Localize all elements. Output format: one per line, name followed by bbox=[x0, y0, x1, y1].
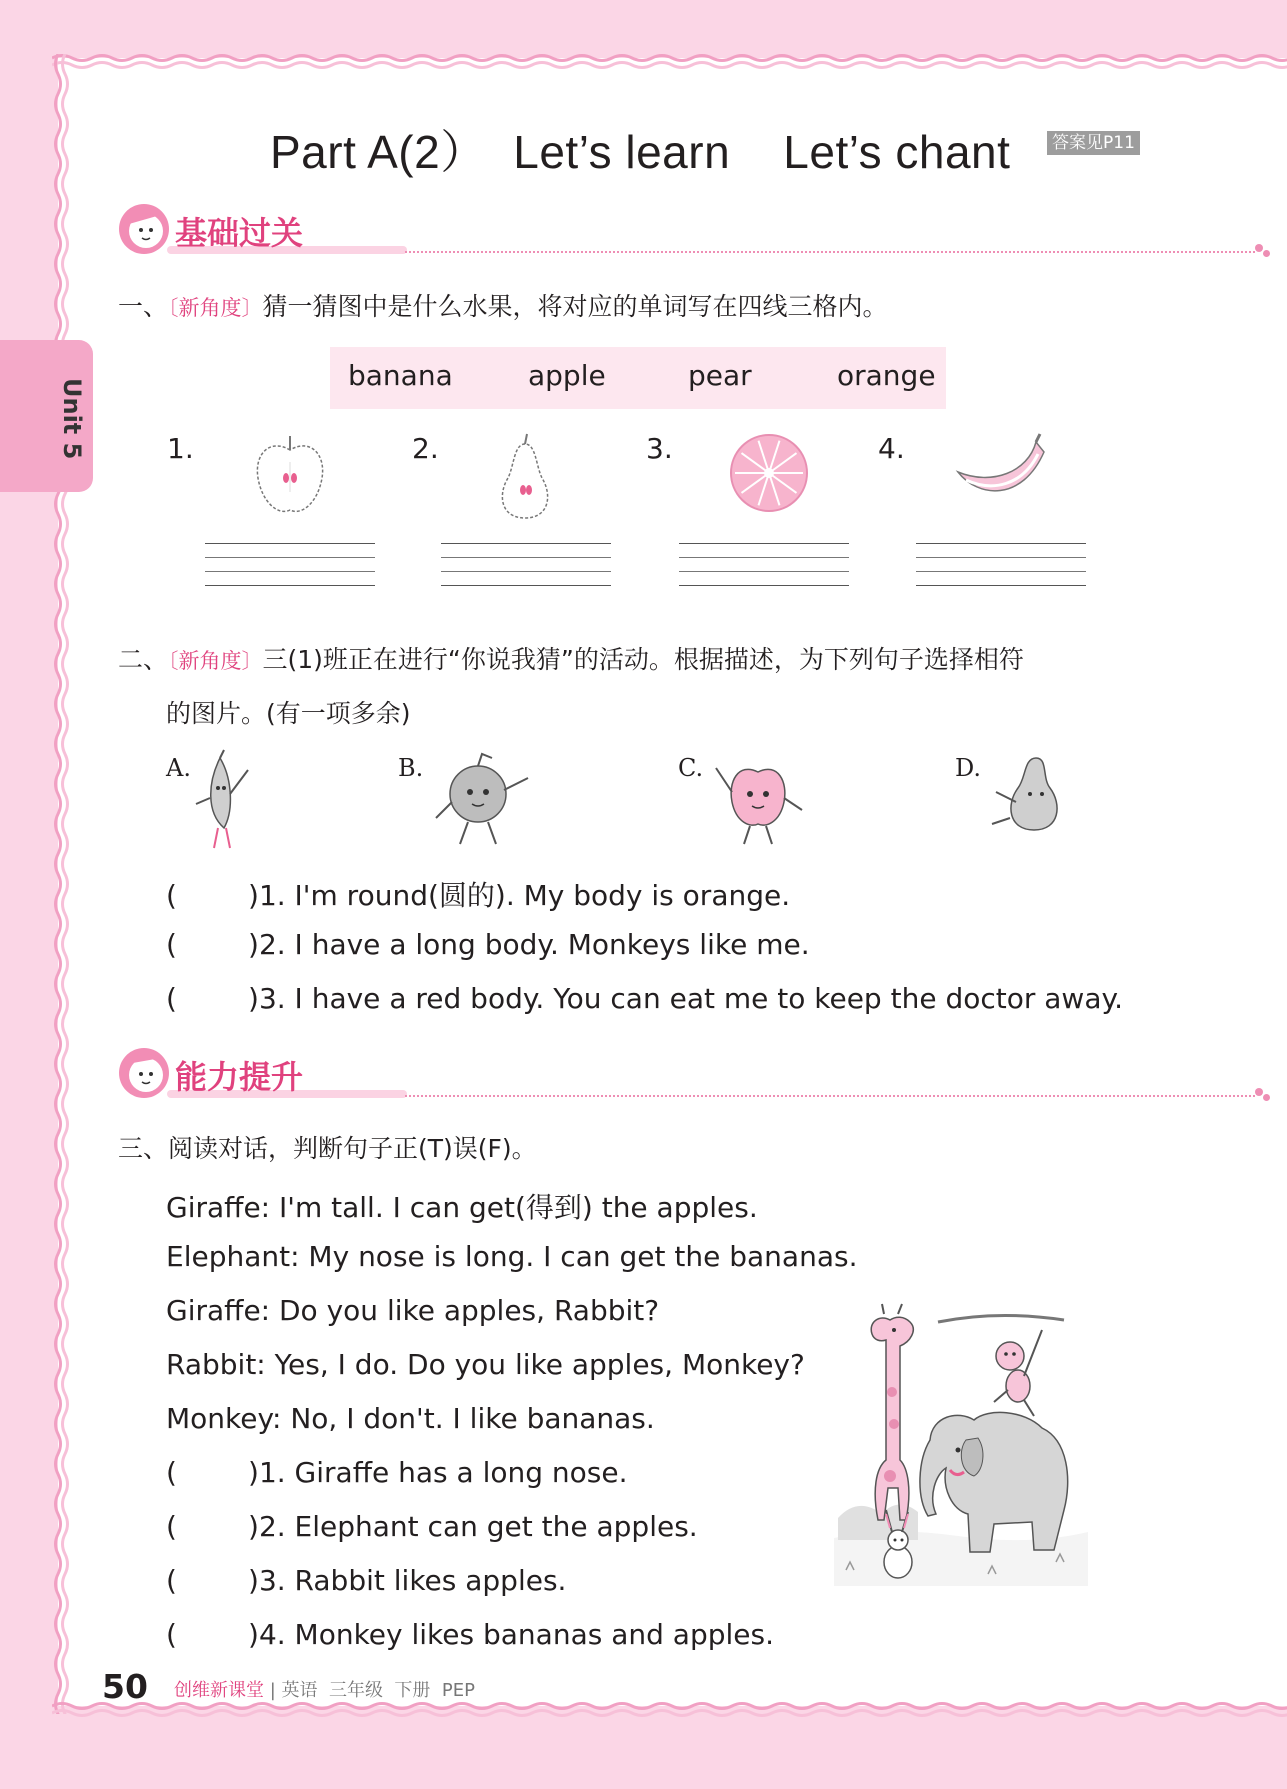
option-label: C. bbox=[678, 754, 704, 782]
footer-book-info: 创维新课堂 | 英语 三年级 下册 PEP bbox=[174, 1680, 475, 1701]
answer-blank[interactable]: ( bbox=[166, 1564, 177, 1597]
new-angle-tag: 〔新角度〕 bbox=[168, 649, 263, 673]
student-mascot-icon bbox=[117, 202, 171, 256]
matching-sentence-1: ( )1. I'm round(圆的). My body is orange. bbox=[166, 879, 791, 912]
option-label: A. bbox=[166, 754, 191, 782]
apple-cross-section-picture bbox=[250, 432, 330, 520]
unit-tab bbox=[0, 340, 93, 492]
orange-character-picture bbox=[428, 748, 538, 852]
dialogue-line: Monkey: No, I don't. I like bananas. bbox=[166, 1402, 655, 1435]
question-text: 三(1)班正在进行“你说我猜”的活动。根据描述，为下列句子选择相符 bbox=[262, 645, 1024, 674]
question-3-prompt bbox=[118, 1132, 537, 1166]
true-false-statement-1: ( )1. Giraffe has a long nose. bbox=[166, 1456, 628, 1489]
pear-cross-section-picture bbox=[490, 432, 560, 524]
banana-character-picture bbox=[190, 748, 260, 854]
brand-name: 创维新课堂 bbox=[174, 1680, 264, 1701]
writing-lines-4[interactable] bbox=[916, 543, 1086, 599]
section-heading-basic bbox=[115, 200, 1275, 260]
writing-lines-1[interactable] bbox=[205, 543, 375, 599]
new-angle-tag: 〔新角度〕 bbox=[168, 296, 263, 320]
dialogue-line: Giraffe: I'm tall. I can get(得到) the apples. bbox=[166, 1191, 758, 1224]
answer-blank[interactable]: ( bbox=[166, 1510, 177, 1543]
word-pear: pear bbox=[688, 359, 752, 392]
question-number: 二、 bbox=[118, 645, 169, 674]
question-2-prompt bbox=[118, 643, 1024, 678]
answer-blank[interactable]: ( bbox=[166, 1456, 177, 1489]
book-subject: 英语 三年级 下册 PEP bbox=[281, 1680, 475, 1701]
wavy-border-top bbox=[52, 50, 1287, 72]
banana-picture bbox=[952, 432, 1052, 512]
page-title: Part A(2） Let’s learn Let’s chant bbox=[270, 126, 1011, 178]
question-text: 阅读对话，判断句子正(T)误(F)。 bbox=[168, 1134, 537, 1163]
matching-sentence-3: ( )3. I have a red body. You can eat me to keep the doctor away. bbox=[166, 982, 1123, 1015]
writing-lines-2[interactable] bbox=[441, 543, 611, 599]
writing-lines-3[interactable] bbox=[679, 543, 849, 599]
apple-character-picture bbox=[706, 748, 812, 852]
section-title: 基础过关 bbox=[175, 214, 304, 252]
word-banana: banana bbox=[348, 359, 453, 392]
question-1-prompt bbox=[118, 290, 888, 325]
dialogue-line: Rabbit: Yes, I do. Do you like apples, Monkey? bbox=[166, 1348, 805, 1381]
wavy-border-left bbox=[50, 54, 72, 1714]
answer-blank[interactable]: ( bbox=[166, 982, 177, 1015]
dotted-divider bbox=[405, 251, 1255, 253]
question-2-prompt-line2: 的图片。(有一项多余) bbox=[166, 699, 411, 728]
answer-blank[interactable]: ( bbox=[166, 879, 177, 912]
option-label: B. bbox=[398, 754, 424, 782]
question-number: 三、 bbox=[118, 1134, 169, 1163]
dialogue-line: Giraffe: Do you like apples, Rabbit? bbox=[166, 1294, 660, 1327]
matching-sentence-2: ( )2. I have a long body. Monkeys like me. bbox=[166, 928, 810, 961]
true-false-statement-2: ( )2. Elephant can get the apples. bbox=[166, 1510, 698, 1543]
page-number: 50 bbox=[102, 1667, 148, 1706]
item-number: 3. bbox=[646, 432, 673, 465]
item-number: 1. bbox=[167, 432, 194, 465]
section-heading-advanced bbox=[115, 1044, 1275, 1104]
word-bank bbox=[330, 347, 946, 409]
pear-character-picture bbox=[986, 748, 1076, 842]
true-false-statement-4: ( )4. Monkey likes bananas and apples. bbox=[166, 1618, 774, 1651]
dotted-divider bbox=[405, 1095, 1255, 1097]
question-number: 一、 bbox=[118, 292, 169, 321]
answer-blank[interactable]: ( bbox=[166, 928, 177, 961]
dialogue-line: Elephant: My nose is long. I can get the bananas. bbox=[166, 1240, 858, 1273]
divider-dot bbox=[1263, 250, 1270, 257]
divider-dot bbox=[1255, 1088, 1263, 1096]
answer-reference-badge: 答案见P11 bbox=[1047, 131, 1140, 155]
section-title: 能力提升 bbox=[175, 1058, 304, 1096]
unit-tab-label: Unit 5 bbox=[58, 378, 86, 460]
item-number: 4. bbox=[878, 432, 905, 465]
word-apple: apple bbox=[528, 359, 606, 392]
animals-illustration bbox=[828, 1300, 1092, 1590]
divider-dot bbox=[1263, 1094, 1270, 1101]
answer-blank[interactable]: ( bbox=[166, 1618, 177, 1651]
word-orange: orange bbox=[837, 359, 936, 392]
option-label: D. bbox=[955, 754, 982, 782]
question-text: 猜一猜图中是什么水果，将对应的单词写在四线三格内。 bbox=[262, 292, 888, 321]
orange-cross-section-picture bbox=[728, 432, 810, 514]
item-number: 2. bbox=[412, 432, 439, 465]
true-false-statement-3: ( )3. Rabbit likes apples. bbox=[166, 1564, 567, 1597]
student-mascot-icon bbox=[117, 1046, 171, 1100]
divider-dot bbox=[1255, 244, 1263, 252]
